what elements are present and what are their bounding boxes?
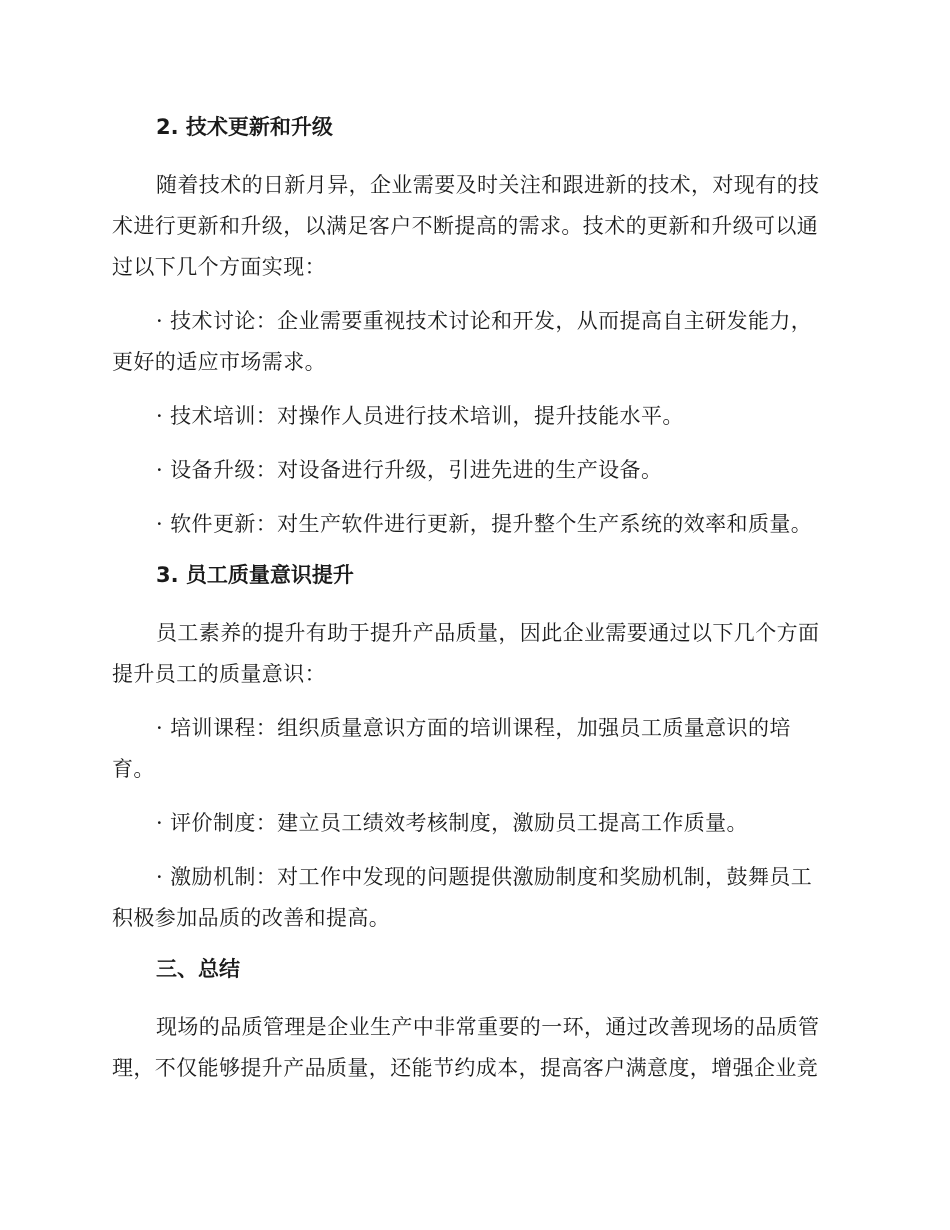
paragraph — [112, 708, 838, 790]
paragraph-line: · 激励机制：对工作中发现的问题提供激励制度和奖励机制，鼓舞员工 — [156, 865, 813, 889]
paragraph-line: 现场的品质管理是企业生产中非常重要的一环，通过改善现场的品质管 — [156, 1015, 820, 1039]
paragraph-line: · 技术培训：对操作人员进行技术培训，提升技能水平。 — [156, 404, 684, 428]
paragraph — [112, 450, 838, 491]
paragraph-line: · 培训课程：组织质量意识方面的培训课程，加强员工质量意识的培 — [156, 716, 791, 740]
paragraph — [112, 504, 838, 545]
paragraph — [112, 613, 838, 695]
paragraph-line: · 技术讨论：企业需要重视技术讨论和开发，从而提高自主研发能力， — [156, 309, 813, 333]
paragraph-line: 育。 — [112, 757, 155, 781]
paragraph-line: · 软件更新：对生产软件进行更新，提升整个生产系统的效率和质量。 — [156, 512, 813, 536]
section-heading: 3. 员工质量意识提升 — [156, 563, 354, 587]
paragraph — [112, 165, 838, 288]
paragraph-line: 员工素养的提升有助于提升产品质量，因此企业需要通过以下几个方面 — [156, 621, 820, 645]
paragraph-line: 积极参加品质的改善和提高。 — [112, 906, 391, 930]
paragraph-line: 术进行更新和升级，以满足客户不断提高的需求。技术的更新和升级可以通 — [112, 214, 819, 238]
paragraph-line: 过以下几个方面实现： — [112, 255, 326, 279]
paragraph — [112, 301, 838, 383]
paragraph-line: 提升员工的质量意识： — [112, 662, 326, 686]
paragraph-line: 更好的适应市场需求。 — [112, 350, 326, 374]
paragraph — [112, 857, 838, 939]
section-heading: 2. 技术更新和升级 — [156, 115, 333, 139]
section-heading: 三、总结 — [156, 957, 240, 981]
paragraph — [112, 396, 838, 437]
paragraph-line: · 评价制度：建立员工绩效考核制度，激励员工提高工作质量。 — [156, 811, 748, 835]
paragraph — [112, 1007, 838, 1089]
paragraph-line: · 设备升级：对设备进行升级，引进先进的生产设备。 — [156, 458, 663, 482]
paragraph-line: 理，不仅能够提升产品质量，还能节约成本，提高客户满意度，增强企业竞 — [112, 1056, 819, 1080]
paragraph-line: 随着技术的日新月异，企业需要及时关注和跟进新的技术，对现有的技 — [156, 173, 820, 197]
paragraph — [112, 803, 838, 844]
